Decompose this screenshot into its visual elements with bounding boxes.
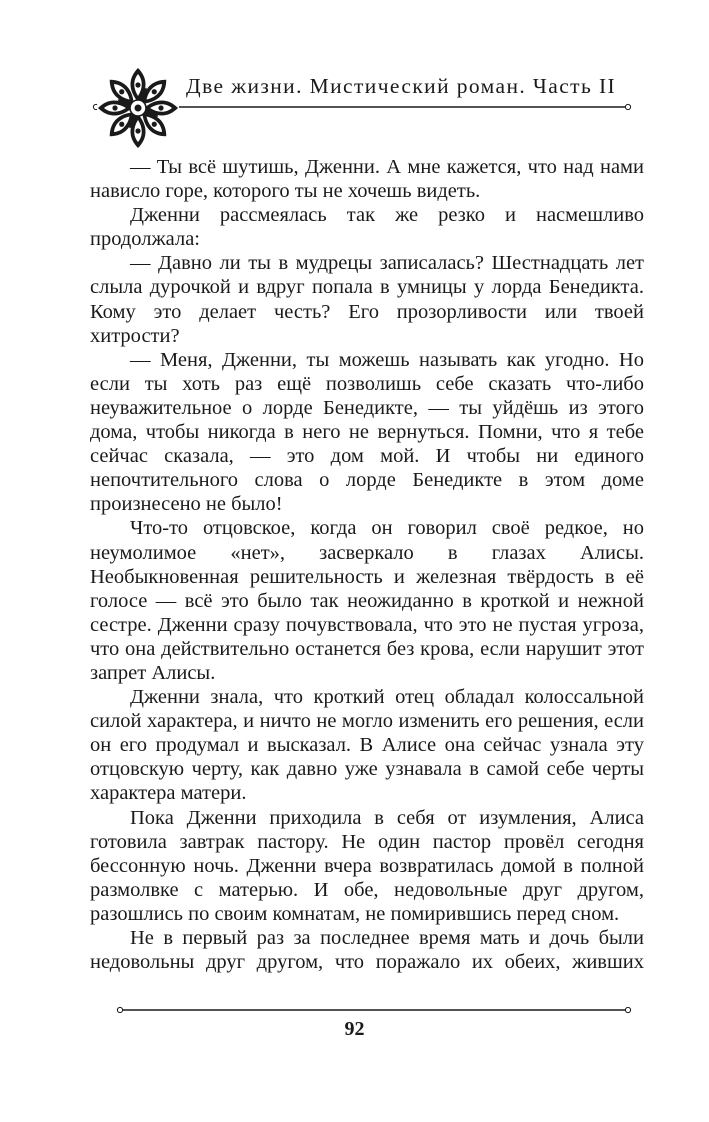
paragraph: Дженни рассмеялась так же резко и насмешливо продолжала: — [90, 204, 644, 251]
paragraph: Что-то отцовское, когда он говорил своё редкое, но неумолимое «нет», засверкало в глазах Алисы. Необыкновенная решительность и железная твёрдость в её голосе — всё это было так неожиданно в кроткой и нежной сестре. Дженни сразу почувствовала, что это не пустая угроза, что она действительно останется без крова, если нарушит этот запрет Алисы. — [90, 517, 644, 684]
page-number: 92 — [344, 1018, 365, 1040]
paragraph: — Давно ли ты в мудрецы записалась? Шестнадцать лет слыла дурочкой и вдруг попала в умницы у лорда Бенедикта. Кому это делает честь? Его прозорливости или твоей хитрости? — [90, 252, 644, 347]
paragraph: Дженни знала, что кроткий отец обладал колоссальной силой характера, и ничто не могло изменить его решения, если он его продумал и высказал. В Алисе она сейчас узнала эту отцовскую черту, как давно уже узнавала в самой себе черты характера матери. — [90, 686, 644, 805]
paragraph: Не в первый раз за последнее время мать и дочь были недовольны друг другом, что поражало их обеих, живших — [90, 927, 644, 974]
footer-rule — [116, 1004, 632, 1016]
body-text — [90, 155, 644, 974]
page-header — [0, 0, 709, 150]
running-title: Две жизни. Мистический роман. Часть II — [186, 74, 617, 98]
mandala-ornament-icon — [96, 66, 180, 150]
paragraph: — Меня, Дженни, ты можешь называть как угодно. Но если ты хоть раз ещё позволишь себе сказать что-либо неуважительное о лорде Бенедикте, — ты уйдёшь из этого дома, чтобы никогда в него не вернуться. Помни, что я тебе сейчас сказала, — это дом мой. И чтобы ни единого непочтительного слова о лорде Бенедикте в этом доме произнесено не было! — [90, 348, 644, 516]
paragraph: — Ты всё шутишь, Дженни. А мне кажется, что над нами нависло горе, которого ты не хочешь видеть. — [90, 156, 644, 203]
paragraph: Пока Дженни приходила в себя от изумления, Алиса готовила завтрак пастору. Не один пастор провёл сегодня бессонную ночь. Дженни вчера возвратилась домой в полной размолвке с матерью. И обе, недовольные друг другом, разошлись по своим комнатам, не помирившись перед сном. — [90, 806, 644, 925]
